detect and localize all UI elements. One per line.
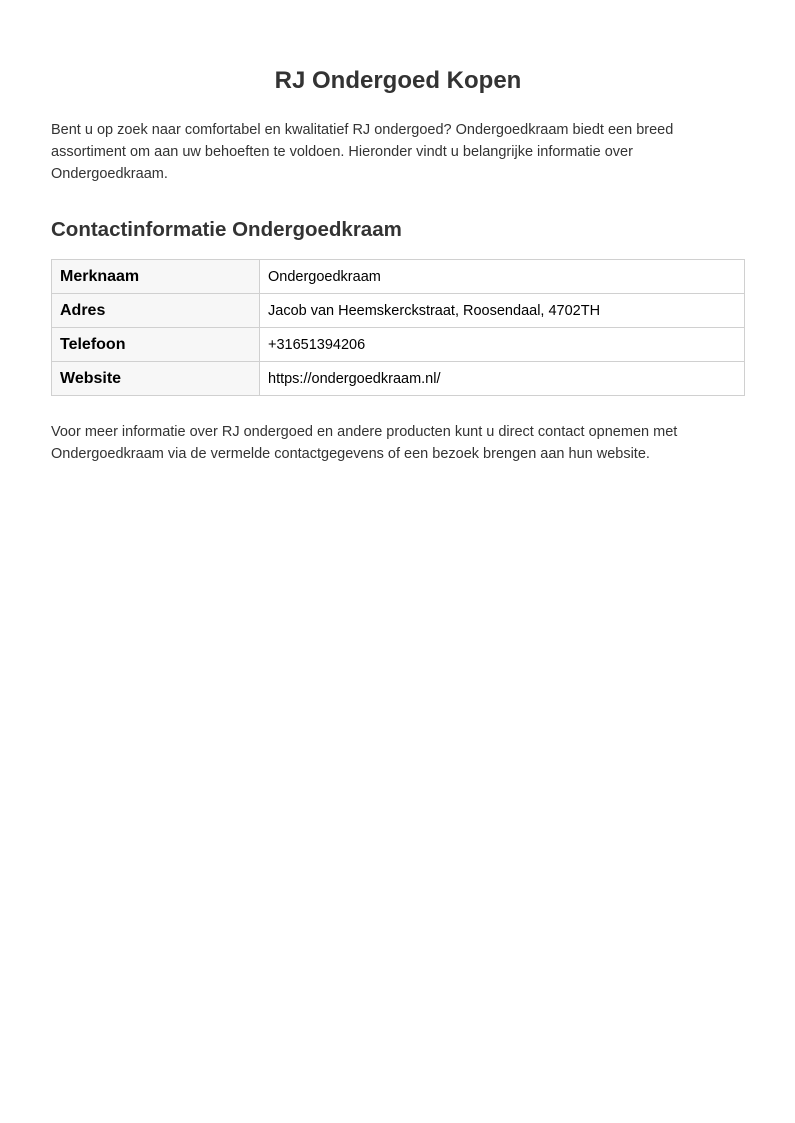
intro-paragraph: Bent u op zoek naar comfortabel en kwalitatief RJ ondergoed? Ondergoedkraam biedt een breed assortiment om aan uw behoeften te voldoen. Hieronder vindt u belangrijke informatie over Ondergoedkraam.	[51, 122, 674, 182]
row-value: Jacob van Heemskerckstraat, Roosendaal, 4702TH	[260, 294, 745, 328]
table-row-merknaam	[52, 260, 745, 294]
row-label: Website	[52, 362, 260, 396]
contact-info-table	[51, 259, 745, 396]
outro-paragraph: Voor meer informatie over RJ ondergoed en andere producten kunt u direct contact opnemen met Ondergoedkraam via de vermelde contactgegevens of een bezoek brengen aan hun website.	[51, 424, 678, 462]
table-row-website	[52, 362, 745, 396]
row-label: Adres	[52, 294, 260, 328]
row-value: +31651394206	[260, 328, 745, 362]
section-title: Contactinformatie Ondergoedkraam	[51, 218, 402, 241]
row-label: Merknaam	[52, 260, 260, 294]
row-value: Ondergoedkraam	[260, 260, 745, 294]
table-row-telefoon	[52, 328, 745, 362]
table-row-adres	[52, 294, 745, 328]
row-label: Telefoon	[52, 328, 260, 362]
row-value: https://ondergoedkraam.nl/	[260, 362, 745, 396]
page-title: RJ Ondergoed Kopen	[274, 67, 522, 94]
